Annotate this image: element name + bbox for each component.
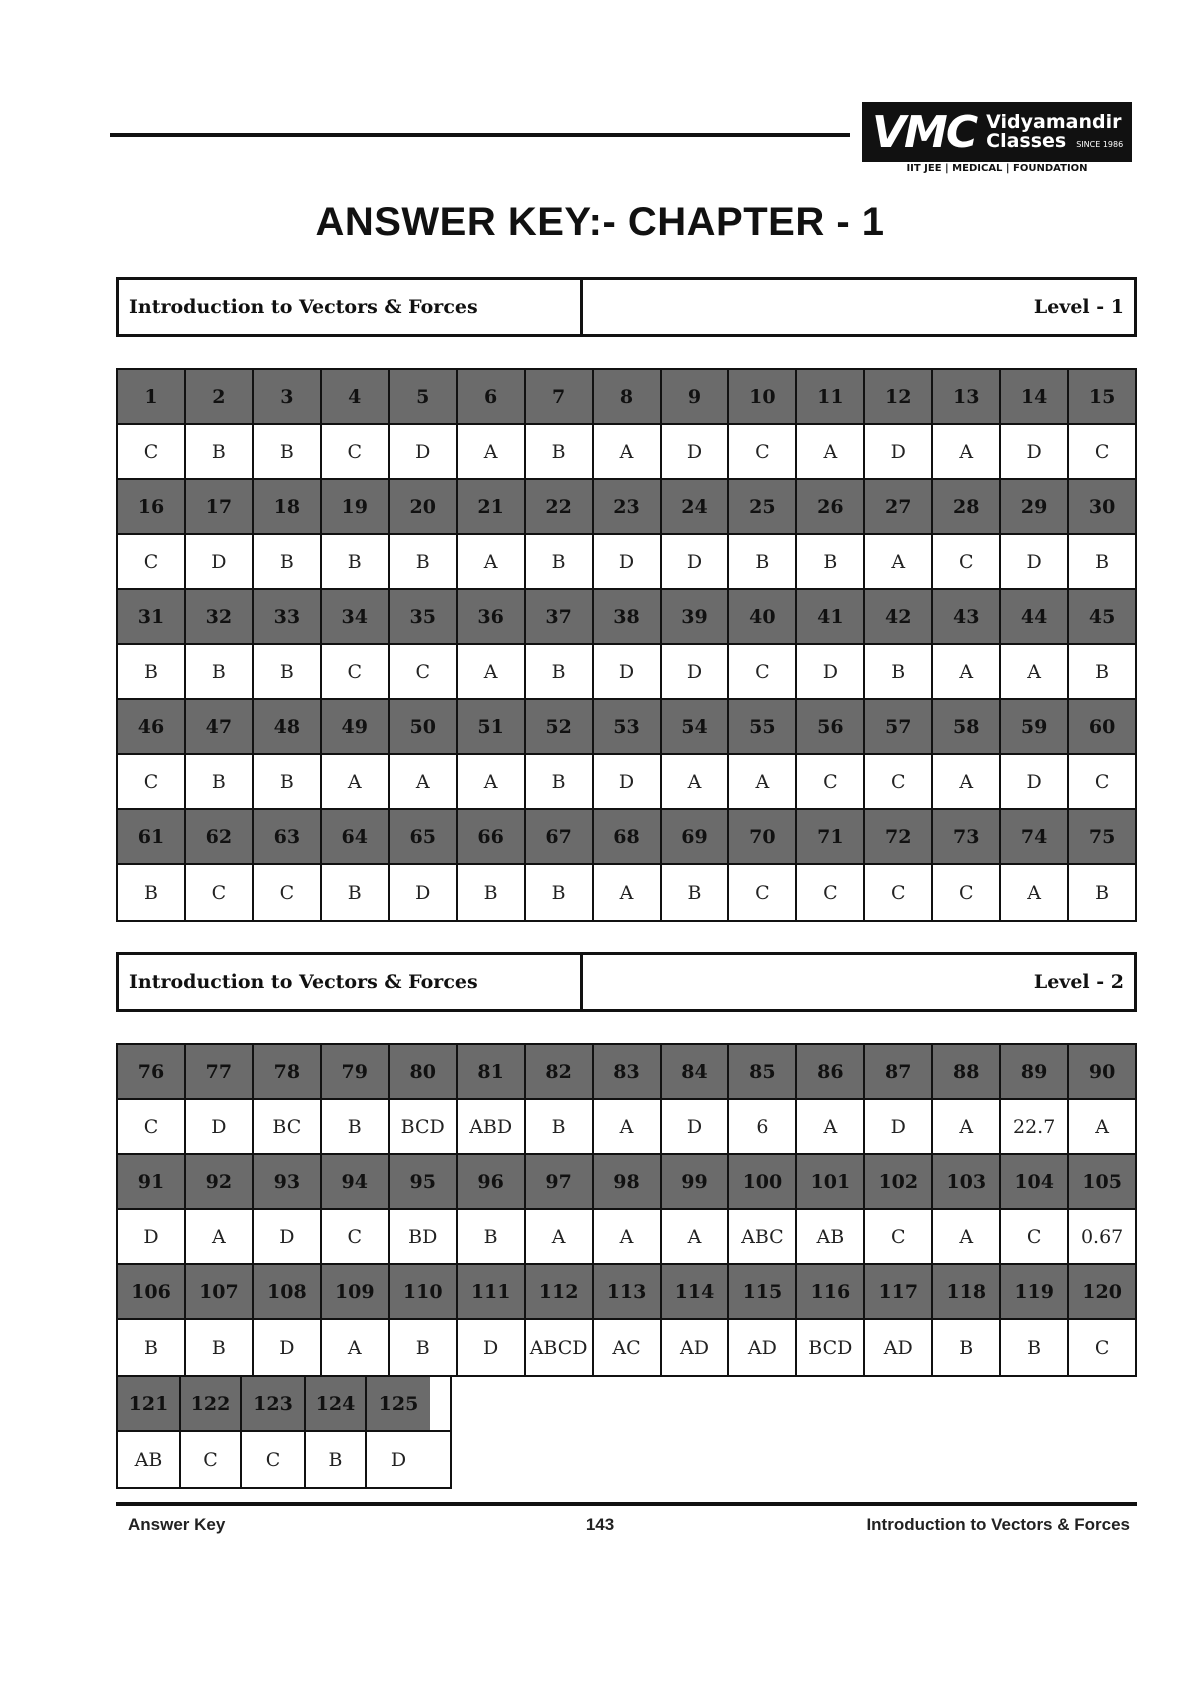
answer-cell: B [254,755,322,808]
question-number-cell: 39 [662,590,730,643]
answer-cell: A [458,425,526,478]
answer-cell: B [118,645,186,698]
answer-cell: B [526,645,594,698]
answer-cell: C [242,1432,306,1487]
question-number-row [118,1265,1135,1320]
question-number-cell: 115 [729,1265,797,1318]
question-number-cell: 29 [1001,480,1069,533]
answer-cell: D [594,535,662,588]
question-number-cell: 5 [390,370,458,423]
answer-cell: B [322,865,390,920]
answer-cell: C [797,865,865,920]
answer-row [118,425,1135,480]
question-number-cell: 94 [322,1155,390,1208]
question-number-cell: 45 [1069,590,1135,643]
question-number-cell: 19 [322,480,390,533]
answer-cell: B [729,535,797,588]
answer-cell: A [797,1100,865,1153]
question-number-cell: 84 [662,1045,730,1098]
answer-cell: A [729,755,797,808]
answer-cell: D [118,1210,186,1263]
answer-cell: C [118,535,186,588]
answer-cell: B [933,1320,1001,1375]
question-number-cell: 102 [865,1155,933,1208]
question-number-cell: 73 [933,810,1001,863]
question-number-cell: 25 [729,480,797,533]
question-number-cell: 123 [242,1377,306,1430]
answer-cell: A [458,645,526,698]
answer-cell: C [1069,1320,1135,1375]
question-number-cell: 85 [729,1045,797,1098]
answer-cell: C [1069,425,1135,478]
answer-cell: C [186,865,254,920]
answer-cell: B [186,425,254,478]
question-number-cell: 103 [933,1155,1001,1208]
question-number-cell: 93 [254,1155,322,1208]
answer-cell: B [254,425,322,478]
answer-cell: B [526,425,594,478]
answer-cell: A [933,1210,1001,1263]
answer-cell: C [322,425,390,478]
answer-cell: A [1001,865,1069,920]
question-number-cell: 54 [662,700,730,753]
question-number-cell: 119 [1001,1265,1069,1318]
answer-cell: B [254,535,322,588]
question-number-cell: 9 [662,370,730,423]
answer-cell: A [458,755,526,808]
question-number-cell: 48 [254,700,322,753]
question-number-cell: 32 [186,590,254,643]
section1-header [116,277,1137,337]
question-number-cell: 82 [526,1045,594,1098]
question-number-cell: 108 [254,1265,322,1318]
answer-cell: C [118,755,186,808]
answer-cell: D [662,1100,730,1153]
question-number-cell: 72 [865,810,933,863]
question-number-cell: 22 [526,480,594,533]
answer-cell: A [1069,1100,1135,1153]
question-number-cell: 24 [662,480,730,533]
answer-cell: C [729,645,797,698]
answer-row [118,645,1135,700]
question-number-cell: 90 [1069,1045,1135,1098]
answer-cell: ABC [729,1210,797,1263]
question-number-cell: 40 [729,590,797,643]
answer-cell: 6 [729,1100,797,1153]
answer-cell: D [390,425,458,478]
answer-cell: A [594,865,662,920]
answer-cell: B [322,1100,390,1153]
answer-row [118,535,1135,590]
question-number-cell: 6 [458,370,526,423]
question-number-cell: 51 [458,700,526,753]
answer-cell: B [306,1432,367,1487]
question-number-cell: 71 [797,810,865,863]
answer-cell: D [390,865,458,920]
question-number-cell: 67 [526,810,594,863]
question-number-cell: 37 [526,590,594,643]
question-number-cell: 74 [1001,810,1069,863]
answer-cell: AB [118,1432,181,1487]
answer-cell: B [458,1210,526,1263]
answer-cell: B [1069,865,1135,920]
answer-cell: A [594,1210,662,1263]
question-number-cell: 112 [526,1265,594,1318]
answer-cell: B [1001,1320,1069,1375]
answer-cell: C [118,425,186,478]
answer-cell: A [933,1100,1001,1153]
question-number-cell: 121 [118,1377,181,1430]
question-number-cell: 78 [254,1045,322,1098]
answer-cell: B [118,865,186,920]
question-number-cell: 57 [865,700,933,753]
answer-cell: D [1001,535,1069,588]
answer-cell: AC [594,1320,662,1375]
answer-cell: C [933,865,1001,920]
section1-level: Level - 1 [1033,296,1124,318]
answer-cell: C [797,755,865,808]
answer-cell: B [390,535,458,588]
level2-answer-grid [116,1043,1137,1377]
answer-cell: A [933,645,1001,698]
answer-cell: D [367,1432,430,1487]
answer-cell: AD [729,1320,797,1375]
logo-since: SINCE 1986 [1076,140,1124,149]
footer-left: Answer Key [128,1515,226,1534]
answer-cell: A [390,755,458,808]
answer-cell: A [933,425,1001,478]
question-number-cell: 106 [118,1265,186,1318]
question-number-cell: 10 [729,370,797,423]
answer-cell: B [390,1320,458,1375]
answer-cell: B [322,535,390,588]
question-number-cell: 52 [526,700,594,753]
question-number-cell: 4 [322,370,390,423]
answer-cell: A [186,1210,254,1263]
question-number-row [118,480,1135,535]
answer-cell: B [254,645,322,698]
question-number-cell: 31 [118,590,186,643]
answer-cell: 22.7 [1001,1100,1069,1153]
logo-mark: VMC [872,106,977,158]
question-number-cell: 80 [390,1045,458,1098]
answer-cell: A [662,1210,730,1263]
answer-cell: C [390,645,458,698]
question-number-cell: 77 [186,1045,254,1098]
answer-cell: B [186,755,254,808]
answer-cell: C [254,865,322,920]
question-number-cell: 58 [933,700,1001,753]
question-number-cell: 14 [1001,370,1069,423]
answer-cell: D [458,1320,526,1375]
question-number-cell: 35 [390,590,458,643]
answer-cell: D [662,645,730,698]
answer-cell: A [1001,645,1069,698]
question-number-cell: 99 [662,1155,730,1208]
answer-cell: B [526,1100,594,1153]
question-number-cell: 44 [1001,590,1069,643]
question-number-cell: 125 [367,1377,430,1430]
top-rule [110,133,850,137]
answer-row [118,1320,1135,1375]
answer-cell: C [1069,755,1135,808]
question-number-cell: 107 [186,1265,254,1318]
section2-topic: Introduction to Vectors & Forces [119,955,583,1009]
question-number-cell: 33 [254,590,322,643]
answer-row [118,755,1135,810]
question-number-cell: 92 [186,1155,254,1208]
answer-cell: A [594,425,662,478]
question-number-cell: 49 [322,700,390,753]
answer-cell: A [322,1320,390,1375]
question-number-cell: 21 [458,480,526,533]
answer-cell: C [118,1100,186,1153]
question-number-cell: 42 [865,590,933,643]
question-number-cell: 117 [865,1265,933,1318]
answer-cell: D [186,535,254,588]
answer-cell: A [662,755,730,808]
question-number-cell: 114 [662,1265,730,1318]
answer-cell: D [186,1100,254,1153]
question-number-cell: 118 [933,1265,1001,1318]
question-number-cell: 64 [322,810,390,863]
answer-cell: D [1001,755,1069,808]
answer-cell: B [526,755,594,808]
question-number-row [118,1155,1135,1210]
page-title: ANSWER KEY:- CHAPTER - 1 [315,200,885,244]
answer-cell: AB [797,1210,865,1263]
question-number-cell: 61 [118,810,186,863]
question-number-cell: 30 [1069,480,1135,533]
answer-cell: A [322,755,390,808]
answer-cell: ABD [458,1100,526,1153]
question-number-cell: 105 [1069,1155,1135,1208]
answer-cell: D [594,645,662,698]
question-number-cell: 81 [458,1045,526,1098]
question-number-cell: 34 [322,590,390,643]
question-number-cell: 104 [1001,1155,1069,1208]
question-number-cell: 110 [390,1265,458,1318]
question-number-cell: 122 [181,1377,242,1430]
answer-cell: D [1001,425,1069,478]
answer-cell: B [662,865,730,920]
answer-row [118,1210,1135,1265]
question-number-cell: 83 [594,1045,662,1098]
question-number-cell: 11 [797,370,865,423]
question-number-cell: 79 [322,1045,390,1098]
answer-cell: AD [865,1320,933,1375]
section2-level: Level - 2 [1033,971,1124,993]
answer-cell: B [1069,645,1135,698]
question-number-cell: 68 [594,810,662,863]
answer-cell: BC [254,1100,322,1153]
question-number-cell: 46 [118,700,186,753]
answer-cell: D [594,755,662,808]
question-number-cell: 27 [865,480,933,533]
answer-cell: B [1069,535,1135,588]
answer-cell: A [797,425,865,478]
question-number-cell: 98 [594,1155,662,1208]
question-number-cell: 20 [390,480,458,533]
question-number-cell: 113 [594,1265,662,1318]
level1-answer-grid [116,368,1137,922]
answer-cell: B [797,535,865,588]
question-number-cell: 23 [594,480,662,533]
question-number-cell: 66 [458,810,526,863]
answer-cell: C [729,865,797,920]
answer-cell: A [526,1210,594,1263]
answer-cell: C [865,1210,933,1263]
question-number-cell: 55 [729,700,797,753]
question-number-cell: 56 [797,700,865,753]
question-number-cell: 87 [865,1045,933,1098]
question-number-row [118,590,1135,645]
section1-topic: Introduction to Vectors & Forces [119,280,583,334]
question-number-cell: 89 [1001,1045,1069,1098]
question-number-cell: 38 [594,590,662,643]
answer-cell: C [865,755,933,808]
question-number-cell: 26 [797,480,865,533]
question-number-row [118,700,1135,755]
question-number-cell: 86 [797,1045,865,1098]
answer-cell: C [933,535,1001,588]
question-number-cell: 7 [526,370,594,423]
question-number-cell: 8 [594,370,662,423]
question-number-cell: 76 [118,1045,186,1098]
answer-cell: B [458,865,526,920]
question-number-cell: 88 [933,1045,1001,1098]
answer-cell: A [458,535,526,588]
question-number-cell: 91 [118,1155,186,1208]
question-number-cell: 60 [1069,700,1135,753]
logo-name-line2: Classes [986,130,1067,152]
question-number-cell: 116 [797,1265,865,1318]
answer-cell: D [254,1320,322,1375]
answer-row [118,1100,1135,1155]
answer-cell: ABCD [526,1320,594,1375]
question-number-cell: 3 [254,370,322,423]
question-number-cell: 41 [797,590,865,643]
question-number-cell: 109 [322,1265,390,1318]
question-number-row [118,370,1135,425]
logo-name-line1: Vidyamandir [986,111,1122,133]
answer-cell: D [797,645,865,698]
answer-cell: D [662,425,730,478]
question-number-cell: 70 [729,810,797,863]
answer-cell: BCD [390,1100,458,1153]
answer-cell: C [322,1210,390,1263]
answer-cell: C [1001,1210,1069,1263]
question-number-cell: 65 [390,810,458,863]
answer-cell: B [865,645,933,698]
question-number-cell: 62 [186,810,254,863]
answer-cell: C [865,865,933,920]
question-number-cell: 16 [118,480,186,533]
question-number-cell: 17 [186,480,254,533]
logo-name [986,113,1123,151]
question-number-cell: 96 [458,1155,526,1208]
answer-cell: 0.67 [1069,1210,1135,1263]
question-number-cell: 12 [865,370,933,423]
question-number-cell: 63 [254,810,322,863]
answer-cell: C [181,1432,242,1487]
answer-cell: D [662,535,730,588]
question-number-row [118,1377,450,1432]
question-number-cell: 101 [797,1155,865,1208]
question-number-row [118,1045,1135,1100]
answer-cell: D [865,1100,933,1153]
answer-row [118,1432,450,1487]
question-number-cell: 50 [390,700,458,753]
question-number-cell: 18 [254,480,322,533]
footer-page-number: 143 [585,1515,615,1534]
answer-cell: BD [390,1210,458,1263]
answer-cell: D [254,1210,322,1263]
question-number-row [118,810,1135,865]
vmc-logo [862,102,1132,162]
footer-right: Introduction to Vectors & Forces [866,1515,1130,1534]
answer-cell: D [865,425,933,478]
section2-header [116,952,1137,1012]
answer-cell: B [186,1320,254,1375]
answer-cell: B [526,865,594,920]
answer-cell: A [933,755,1001,808]
question-number-cell: 2 [186,370,254,423]
question-number-cell: 111 [458,1265,526,1318]
answer-cell: B [526,535,594,588]
question-number-cell: 36 [458,590,526,643]
answer-cell: A [594,1100,662,1153]
level2-last-row-grid [116,1375,452,1489]
question-number-cell: 97 [526,1155,594,1208]
question-number-cell: 28 [933,480,1001,533]
question-number-cell: 43 [933,590,1001,643]
answer-cell: B [186,645,254,698]
bottom-rule [116,1502,1137,1506]
answer-cell: AD [662,1320,730,1375]
answer-cell: C [322,645,390,698]
question-number-cell: 124 [306,1377,367,1430]
answer-cell: BCD [797,1320,865,1375]
question-number-cell: 75 [1069,810,1135,863]
question-number-cell: 53 [594,700,662,753]
question-number-cell: 120 [1069,1265,1135,1318]
question-number-cell: 69 [662,810,730,863]
question-number-cell: 95 [390,1155,458,1208]
question-number-cell: 1 [118,370,186,423]
question-number-cell: 15 [1069,370,1135,423]
answer-cell: C [729,425,797,478]
question-number-cell: 13 [933,370,1001,423]
question-number-cell: 59 [1001,700,1069,753]
logo-tagline: IIT JEE | MEDICAL | FOUNDATION [906,163,1088,174]
question-number-cell: 47 [186,700,254,753]
question-number-cell: 100 [729,1155,797,1208]
answer-cell: B [118,1320,186,1375]
answer-cell: A [865,535,933,588]
answer-row [118,865,1135,920]
